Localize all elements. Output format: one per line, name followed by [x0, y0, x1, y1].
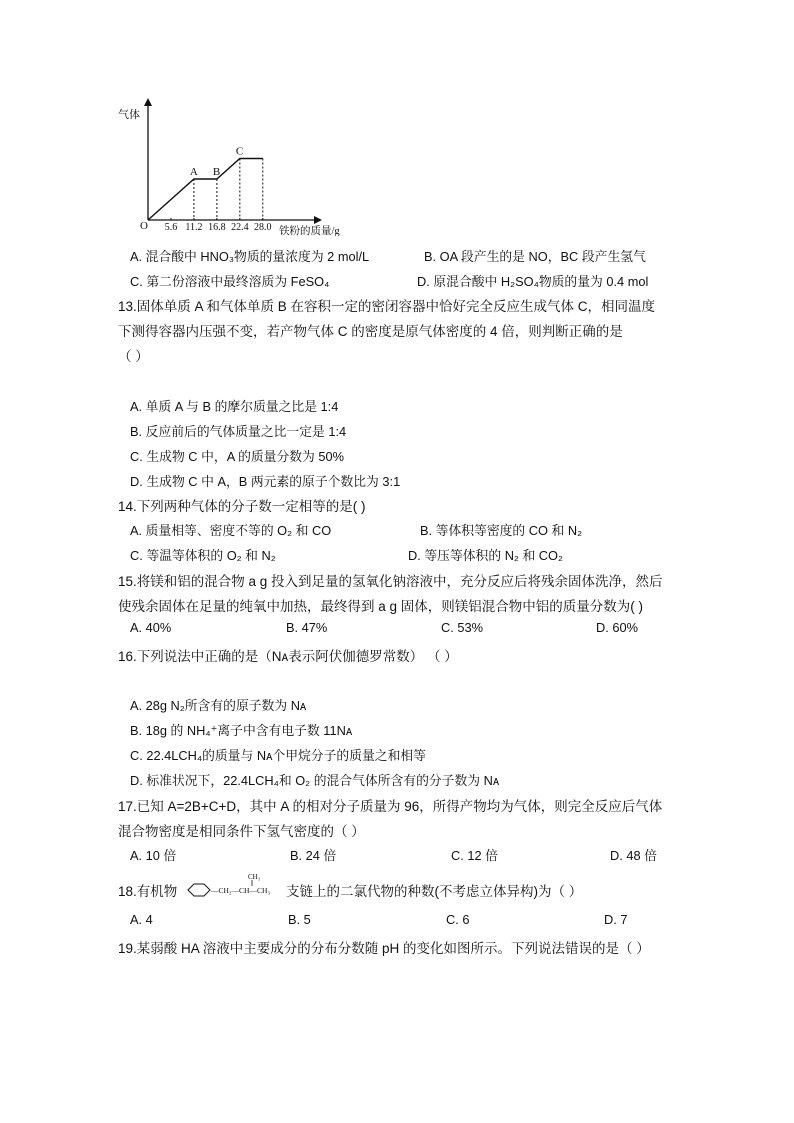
graph-axes [148, 102, 318, 220]
q15-stem-line1: 15.将镁和铝的混合物 a g 投入到足量的氢氧化钠溶液中，充分反应后将残余固体洗净，然后 [118, 574, 663, 589]
point-label-b: B [212, 166, 221, 178]
benzene-ring-icon [188, 884, 210, 896]
point-label-c: C [235, 145, 244, 158]
x-tick-label: 28.0 [254, 222, 272, 233]
q16-option-a: A. 28g N₂所含有的原子数为 Nᴀ [130, 698, 307, 713]
q15-option-a: A. 40% [130, 620, 172, 635]
q13-option-d: D. 生成物 C 中 A，B 两元素的原子个数比为 3:1 [130, 474, 401, 489]
q17-option-d: D. 48 倍 [610, 848, 657, 863]
q14-option-d: D. 等压等体积的 N₂ 和 CO₂ [408, 548, 563, 563]
q13-option-c: C. 生成物 C 中，A 的质量分数为 50% [130, 449, 345, 464]
q17-stem-line2: 混合物密度是相同条件下氢气密度的（ ） [118, 824, 365, 839]
q17-stem-line1: 17.已知 A=2B+C+D，其中 A 的相对分子质量为 96，所得产物均为气体，则完全反应后气体 [118, 799, 663, 814]
q15-option-c: C. 53% [441, 620, 483, 635]
q18-option-c: C. 6 [446, 912, 470, 927]
q13-stem-line1: 13.固体单质 A 和气体单质 B 在容积一定的密闭容器中恰好完全反应生成气体 C，相同温度 [118, 299, 656, 314]
q14-option-c: C. 等温等体积的 O₂ 和 N₂ [130, 548, 276, 563]
q18-stem-suffix: 支链上的二氯代物的种数(不考虑立体异构)为（ ） [286, 884, 583, 899]
q15-option-d: D. 60% [596, 620, 638, 635]
x-tick-label: 5.6 [164, 222, 178, 233]
iron-gas-graph [112, 96, 342, 236]
y-axis-arrow [144, 98, 152, 106]
q14-option-a: A. 质量相等、密度不等的 O₂ 和 CO [130, 523, 332, 538]
q18-option-d: D. 7 [604, 912, 628, 927]
q19-stem: 19.某弱酸 HA 溶液中主要成分的分布分数随 pH 的变化如图所示。下列说法错误的是（ ） [118, 941, 650, 956]
q17-option-b: B. 24 倍 [290, 848, 337, 863]
q16-option-d: D. 标准状况下，22.4LCH₄和 O₂ 的混合气体所含有的分子数为 Nᴀ [130, 773, 500, 788]
q18-option-a: A. 4 [130, 912, 153, 927]
q15-stem-line2: 使残余固体在足量的纯氧中加热，最终得到 a g 固体，则镁铝混合物中铝的质量分数为( ) [118, 599, 644, 614]
molecule-ch3-branch: CH₃ [248, 873, 261, 881]
q12-option-a: A. 混合酸中 HNO₃物质的量浓度为 2 mol/L [130, 249, 370, 264]
q16-option-b: B. 18g 的 NH₄⁺离子中含有电子数 11Nᴀ [130, 723, 353, 738]
graph-dashed-guides [194, 159, 263, 221]
q18-option-b: B. 5 [288, 912, 311, 927]
q14-stem: 14.下列两种气体的分子数一定相等的是( ) [118, 499, 366, 514]
origin-label: O [140, 220, 148, 232]
q18-stem-prefix: 18.有机物 [118, 884, 178, 899]
y-axis-label: 气体 [118, 109, 140, 121]
q13-option-a: A. 单质 A 与 B 的摩尔质量之比是 1:4 [130, 399, 339, 414]
gas-curve [148, 159, 263, 221]
q13-option-b: B. 反应前后的气体质量之比一定是 1:4 [130, 424, 347, 439]
x-axis-arrow [314, 216, 322, 224]
q12-option-d: D. 原混合酸中 H₂SO₄物质的量为 0.4 mol [417, 274, 649, 289]
x-axis-label: 铁粉的质量/g [279, 226, 340, 236]
q16-stem: 16.下列说法中正确的是（Nᴀ表示阿伏伽德罗常数） （ ） [118, 649, 458, 664]
q16-option-c: C. 22.4LCH₄的质量与 Nᴀ个甲烷分子的质量之和相等 [130, 748, 426, 763]
q17-option-a: A. 10 倍 [130, 848, 177, 863]
q13-stem-line2: 下测得容器内压强不变，若产物气体 C 的密度是原气体密度的 4 倍，则判断正确的是 [118, 324, 623, 339]
q13-answer-paren: （ ） [118, 349, 149, 364]
q15-option-b: B. 47% [286, 620, 328, 635]
x-tick-label: 22.4 [231, 222, 249, 233]
molecule-main-chain: —CH₂—CH—CH₃ [211, 886, 270, 895]
q12-option-c: C. 第二份溶液中最终溶质为 FeSO₄ [130, 274, 330, 289]
q12-option-b: B. OA 段产生的是 NO，BC 段产生氢气 [424, 249, 646, 264]
q14-option-b: B. 等体积等密度的 CO 和 N₂ [420, 523, 583, 538]
x-tick-label: 11.2 [185, 222, 203, 233]
q17-option-c: C. 12 倍 [451, 848, 498, 863]
molecule-structure [184, 872, 288, 902]
point-label-a: A [189, 166, 198, 178]
x-tick-label: 16.8 [208, 222, 226, 233]
